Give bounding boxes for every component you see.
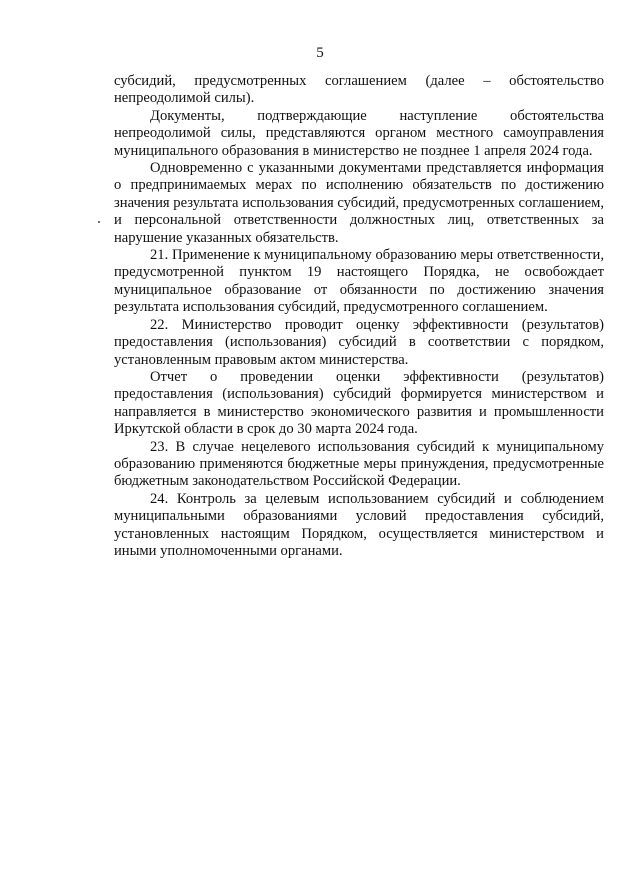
paragraph-21: 21. Применение к муниципальному образованию меры ответственности, предусмотренной пунктом 19 настоящего Порядка, не освобождает муниципальное образование от обязанности по достижению значения результата использования субсидий, предусмотренного соглашением. (114, 247, 604, 316)
page-number: 5 (316, 45, 324, 61)
paragraph-documents: Документы, подтверждающие наступление обстоятельства непреодолимой силы, представляются органом местного самоуправления муниципального образования в министерство не позднее 1 апреля 2024 года. (114, 107, 604, 159)
paragraph-report: Отчет о проведении оценки эффективности (результатов) предоставления (использования) субсидий формируется министерством и направляется в министерство экономического развития и промышленности Иркутской области в срок до 30 марта 2024 года. (114, 368, 604, 438)
paragraph-22: 22. Министерство проводит оценку эффективности (результатов) предоставления (использования) субсидий в соответствии с порядком, установленным правовым актом министерства. (114, 316, 604, 368)
document-body (114, 73, 604, 560)
paragraph-24: 24. Контроль за целевым использованием субсидий и соблюдением муниципальными образованиями условий предоставления субсидий, установленных настоящим Порядком, осуществляется министерством и иными уполномоченными органами. (114, 490, 604, 559)
paragraph-information: Одновременно с указанными документами представляется информация о предпринимаемых мерах по исполнению обязательств по достижению значения результата использования субсидий, предусмотренных соглашением, и персональной ответственности должностных лиц, ответственных за нарушение указанных обязательств. (114, 160, 604, 246)
paragraph-23: 23. В случае нецелевого использования субсидий к муниципальному образованию применяются бюджетные меры принуждения, предусмотренные бюджетным законодательством Российской Федерации. (114, 438, 604, 490)
margin-dot (98, 221, 100, 223)
paragraph-continuation: субсидий, предусмотренных соглашением (далее – обстоятельство непреодолимой силы). (114, 73, 604, 107)
